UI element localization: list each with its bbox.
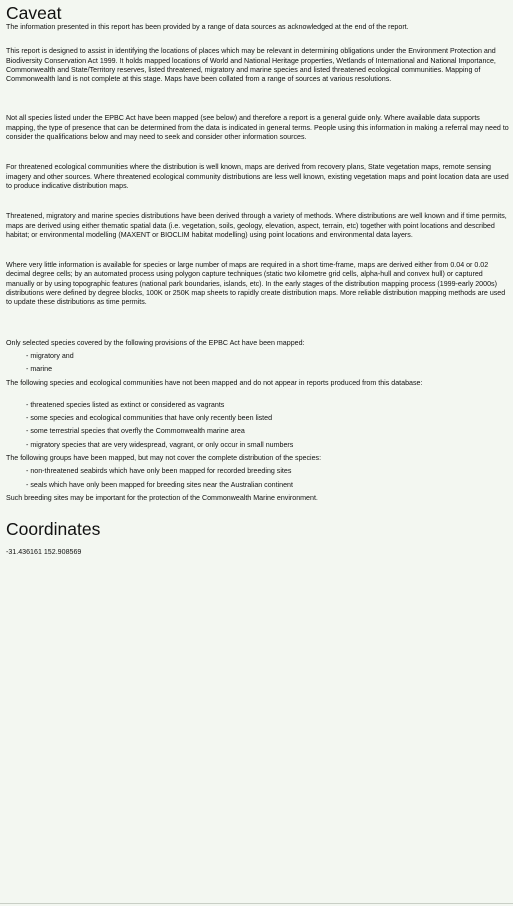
caveat-paragraph-5: Where very little information is available for species or large number of maps are required in a short time-frame, maps are derived either from 0.04 or 0.02 decimal degree cells; by an automated process using polygon capture techniques (static two kilometre grid cells, alpha-hull and convex hull) or captured manually or by using topographic features (national park boundaries, islands, etc). In the early stages of the distribution mapping process (1999-early 2000s) distributions were defined by degree blocks, 100K or 250K map sheets to rapidly create distribution maps. More reliable distribution mapping methods are used to update these distributions as time permits. [6, 261, 506, 307]
not-mapped-item-terrestrial: - some terrestrial species that overfly the Commonwealth marine area [26, 427, 245, 436]
partial-mapped-lead: The following groups have been mapped, but may not cover the complete distribution of the species: [6, 454, 322, 463]
partial-item-seabirds: - non-threatened seabirds which have only been mapped for recorded breeding sites [26, 467, 292, 476]
coordinates-heading: Coordinates [6, 519, 101, 540]
not-mapped-item-extinct: - threatened species listed as extinct or considered as vagrants [26, 400, 225, 409]
caveat-paragraph-1: This report is designed to assist in identifying the locations of places which may be relevant in determining obligations under the Environment Protection and Biodiversity Conservation Act 1999. It holds mapped locations of World and National Heritage properties, Wetlands of International and National Importance, Commonwealth and State/Territory reserves, listed threatened, migratory and marine species and listed threatened ecological communities. Mapping of Commonwealth land is not complete at this stage. Maps have been collated from a range of sources at various resolutions. [6, 47, 496, 84]
breeding-sites-note: Such breeding sites may be important for the protection of the Commonwealth Marine environment. [6, 493, 318, 502]
mapped-item-migratory: - migratory and [26, 351, 74, 360]
caveat-heading: Caveat [6, 3, 62, 23]
page-bottom-divider [0, 903, 513, 904]
caveat-paragraph-2: Not all species listed under the EPBC Act have been mapped (see below) and therefore a report is a general guide only. Where available data supports mapping, the type of presence that can be determined from the data is indicated in general terms. People using this information in making a referral may need to consider the qualifications below and may need to seek and consider other information sources. [6, 114, 509, 142]
partial-item-seals: - seals which have only been mapped for breeding sites near the Australian continent [26, 480, 293, 489]
not-mapped-item-recent: - some species and ecological communities that have only recently been listed [26, 414, 273, 423]
caveat-intro: The information presented in this report has been provided by a range of data sources as acknowledged at the end of the report. [6, 23, 409, 31]
caveat-paragraph-3: For threatened ecological communities where the distribution is well known, maps are derived from recovery plans, State vegetation maps, remote sensing imagery and other sources. Where threatened ecological community distributions are less well known, existing vegetation maps and point location data are used to produce indicative distribution maps. [6, 163, 509, 190]
mapped-item-marine: - marine [26, 365, 53, 374]
mapped-species-lead: Only selected species covered by the following provisions of the EPBC Act have been mapped: [6, 338, 305, 347]
coordinates-value: -31.436161 152.908569 [6, 548, 82, 557]
not-mapped-item-migratory: - migratory species that are very widespread, vagrant, or only occur in small numbers [26, 440, 294, 449]
caveat-paragraph-4: Threatened, migratory and marine species distributions have been derived through a variety of methods. Where distributions are well known and if time permits, maps are derived using either thematic spatial data (i.e. vegetation, soils, geology, elevation, aspect, terrain, etc) together with point locations and described habitat; or environmental modelling (MAXENT or BIOCLIM habitat modelling) using point locations and environmental data layers. [6, 212, 507, 239]
report-page [6, 4, 509, 558]
not-mapped-lead: The following species and ecological communities have not been mapped and do not appear in reports produced from this database: [6, 378, 423, 387]
